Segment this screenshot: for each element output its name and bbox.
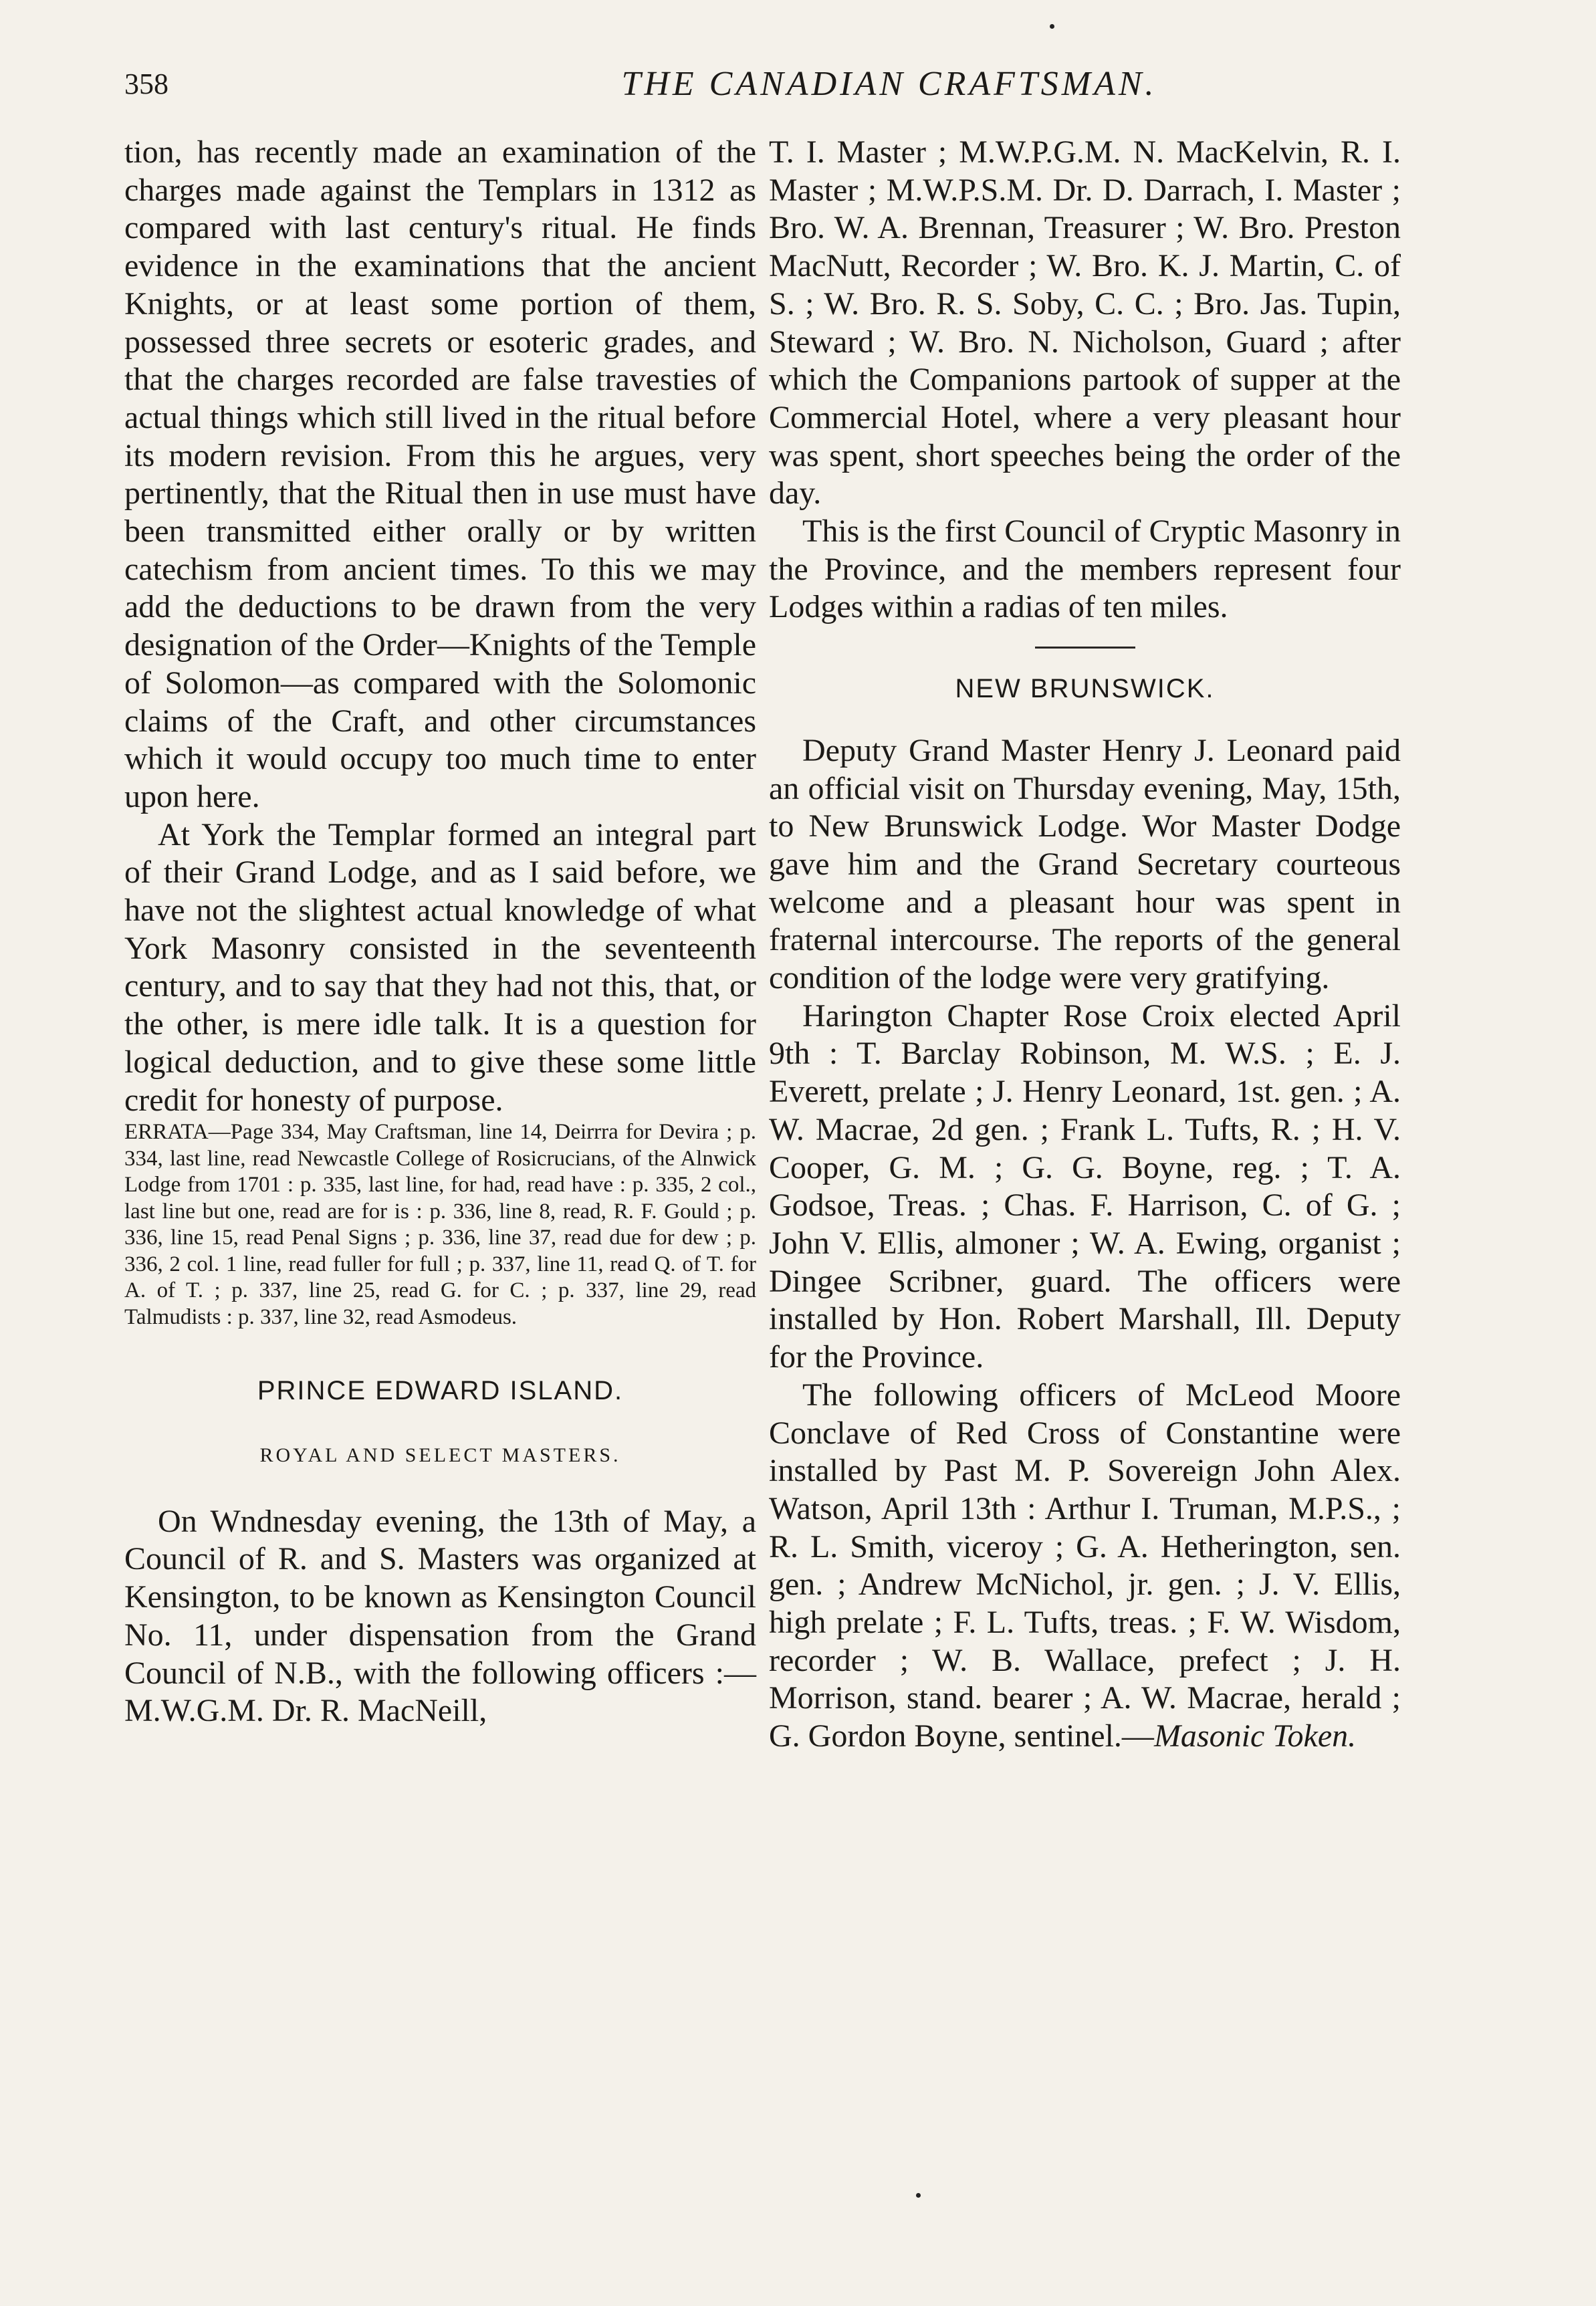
right-paragraph-3: Deputy Grand Master Henry J. Leonard paid an official visit on Thursday evening, May, 15th, to New Brunswick Lodge. Wor Master Dodge gave him and the Grand Secretary courteous welcome and a pleasant hour was spent in fraternal intercourse. The reports of the general condition of the lodge were very gratifying. [769,732,1401,996]
source-attribution: Masonic Token. [1153,1718,1357,1754]
right-paragraph-5-text: The following officers of McLeod Moore Conclave of Red Cross of Constantine were installed by Past M. P. Sovereign John Alex. Watson, April 13th : Arthur I. Truman, M.P.S., ; R. L. Smith, viceroy ; G. A. Hetherington, sen. gen. ; Andrew McNichol, jr. gen. ; J. V. Ellis, high prelate ; F. L. Tufts, treas. ; F. W. Wisdom, recorder ; W. B. Wallace, prefect ; J. H. Morrison, stand. bearer ; A. W. Macrae, herald ; G. Gordon Boyne, sentinel.— [769,1377,1401,1754]
right-paragraph-2: This is the first Council of Cryptic Masonry in the Province, and the members represent four Lodges within a radias of ten miles. [769,513,1401,625]
errata-note: ERRATA—Page 334, May Craftsman, line 14, Deirrra for Devira ; p. 334, last line, read Newcastle College of Rosicrucians, of the Alnwick Lodge from 1701 : p. 335, last line, for had, read have : p. 335, 2 col., last line but one, read are for is : p. 336, line 8, read, R. F. Gould ; p. 336, line 15, read Penal Signs ; p. 336, line 37, read due for dew ; p. 336, 2 col. 1 line, read fuller for full ; p. 337, line 11, read Q. of T. for A. of T. ; p. 337, line 25, read G. for C. ; p. 337, line 29, read Talmudists : p. 337, line 32, read Asmodeus. [124,1120,756,1329]
top-dot [1050,24,1054,29]
left-column [124,134,756,1730]
left-paragraph-1: tion, has recently made an examination of the charges made against the Templars in 1312 as compared with last century's ritual. He finds evidence in the examinations that the ancient Knights, or at least some portion of them, possessed three secrets or esoteric grades, and that the charges recorded are false travesties of actual things which still lived in the ritual before its modern revision. From this he argues, very pertinently, that the Ritual then in use must have been transmitted either orally or by written catechism from ancient times. To this we may add the deductions to be drawn from the very designation of the Order—Knights of the Temple of Solomon—as compared with the Solomonic claims of the Craft, and other circumstances which it would occupy too much time to enter upon here. [124,134,756,814]
running-title: THE CANADIAN CRAFTSMAN. [621,65,1157,103]
pei-heading: PRINCE EDWARD ISLAND. [257,1376,624,1406]
left-paragraph-2: At York the Templar formed an integral part of their Grand Lodge, and as I said before, we have not the slightest actual knowledge of what York Masonry consisted in the seventeenth century, and to say that they had not this, that, or the other, is mere idle talk. It is a question for logical deduction, and to give these some little credit for honesty of purpose. [124,816,756,1118]
right-paragraph-4: Harington Chapter Rose Croix elected April 9th : T. Barclay Robinson, M. W.S. ; E. J. Everett, prelate ; J. Henry Leonard, 1st. gen. ; A. W. Macrae, 2d gen. ; Frank L. Tufts, R. ; H. V. Cooper, G. M. ; G. G. Boyne, reg. ; T. A. Godsoe, Treas. ; Chas. F. Harrison, C. of G. ; John V. Ellis, almoner ; W. A. Ewing, organist ; Dingee Scribner, guard. The officers were installed by Hon. Robert Marshall, Ill. Deputy for the Province. [769,998,1401,1375]
right-paragraph-1: T. I. Master ; M.W.P.G.M. N. MacKelvin, R. I. Master ; M.W.P.S.M. Dr. D. Darrach, I. Master ; Bro. W. A. Brennan, Treasurer ; W. Bro. Preston MacNutt, Recorder ; W. Bro. K. J. Martin, C. of S. ; W. Bro. R. S. Soby, C. C. ; Bro. Jas. Tupin, Steward ; W. Bro. N. Nicholson, Guard ; after which the Companions partook of supper at the Commercial Hotel, where a very pleasant hour was spent, short speeches being the order of the day. [769,134,1401,511]
left-paragraph-3: On Wndnesday evening, the 13th of May, a Council of R. and S. Masters was organized at Kensington, to be known as Kensington Council No. 11, under dispensation from the Grand Council of N.B., with the following officers :—M.W.G.M. Dr. R. MacNeill, [124,1503,756,1729]
bottom-dot [916,2193,921,2198]
right-column [769,134,1401,1756]
nb-heading: NEW BRUNSWICK. [955,674,1215,704]
pei-subheading: ROYAL AND SELECT MASTERS. [259,1444,621,1466]
page-number: 358 [124,68,168,100]
right-paragraph-5 [769,1377,1401,1756]
